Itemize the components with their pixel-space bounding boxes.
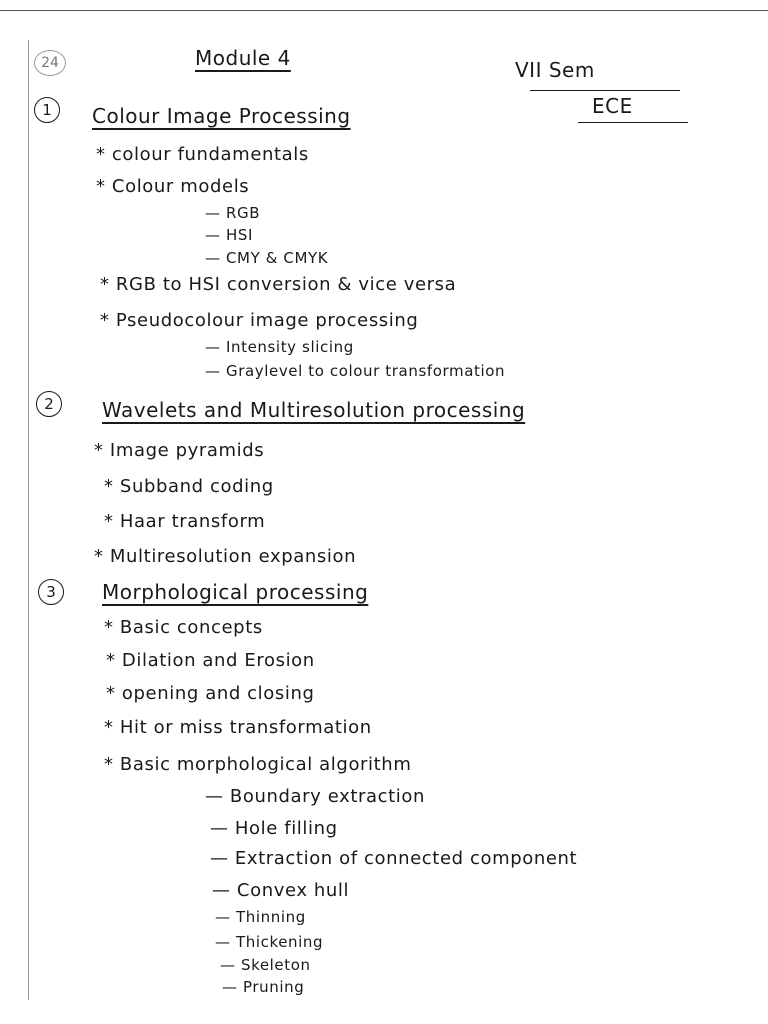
margin-line <box>28 40 29 1000</box>
list-subitem: — Thickening <box>215 933 324 951</box>
list-item: * Dilation and Erosion <box>106 650 315 671</box>
list-item: * colour fundamentals <box>96 144 309 165</box>
page-top-edge <box>0 10 768 11</box>
section-2-title: Wavelets and Multiresolution processing <box>102 398 526 422</box>
list-item: * Pseudocolour image processing <box>100 310 419 331</box>
list-subitem: — Intensity slicing <box>205 338 354 356</box>
list-item: * Haar transform <box>104 511 266 532</box>
section-1-number: 1 <box>34 97 60 123</box>
list-item: * Colour models <box>96 176 250 197</box>
list-item: * Subband coding <box>104 476 274 497</box>
list-subitem: — Convex hull <box>212 880 350 901</box>
list-subitem: — Boundary extraction <box>205 786 426 807</box>
list-subitem: — Pruning <box>222 978 305 996</box>
semester-underline <box>530 90 680 91</box>
section-3-title: Morphological processing <box>102 580 369 604</box>
list-subitem: — Thinning <box>215 908 306 926</box>
section-1-title: Colour Image Processing <box>92 104 351 128</box>
list-item: * Basic morphological algorithm <box>104 754 412 775</box>
section-2-number: 2 <box>36 391 62 417</box>
list-subitem: — Graylevel to colour transformation <box>205 362 506 380</box>
list-subitem: — Skeleton <box>220 956 311 974</box>
branch-label: ECE <box>592 94 633 118</box>
branch-underline <box>578 122 688 123</box>
list-item: * Basic concepts <box>104 617 263 638</box>
list-subitem: — HSI <box>205 226 253 244</box>
list-item: * RGB to HSI conversion & vice versa <box>100 274 457 295</box>
list-item: * opening and closing <box>106 683 315 704</box>
list-item: * Hit or miss transformation <box>104 717 372 738</box>
list-item: * Image pyramids <box>94 440 265 461</box>
list-subitem: — CMY & CMYK <box>205 249 329 267</box>
list-subitem: — Extraction of connected component <box>210 848 578 869</box>
section-3-number: 3 <box>38 579 64 605</box>
semester-label: VII Sem <box>515 58 595 82</box>
module-title: Module 4 <box>195 46 291 70</box>
list-subitem: — RGB <box>205 204 261 222</box>
list-item: * Multiresolution expansion <box>94 546 357 567</box>
list-subitem: — Hole filling <box>210 818 338 839</box>
page-number: 24 <box>34 50 66 76</box>
